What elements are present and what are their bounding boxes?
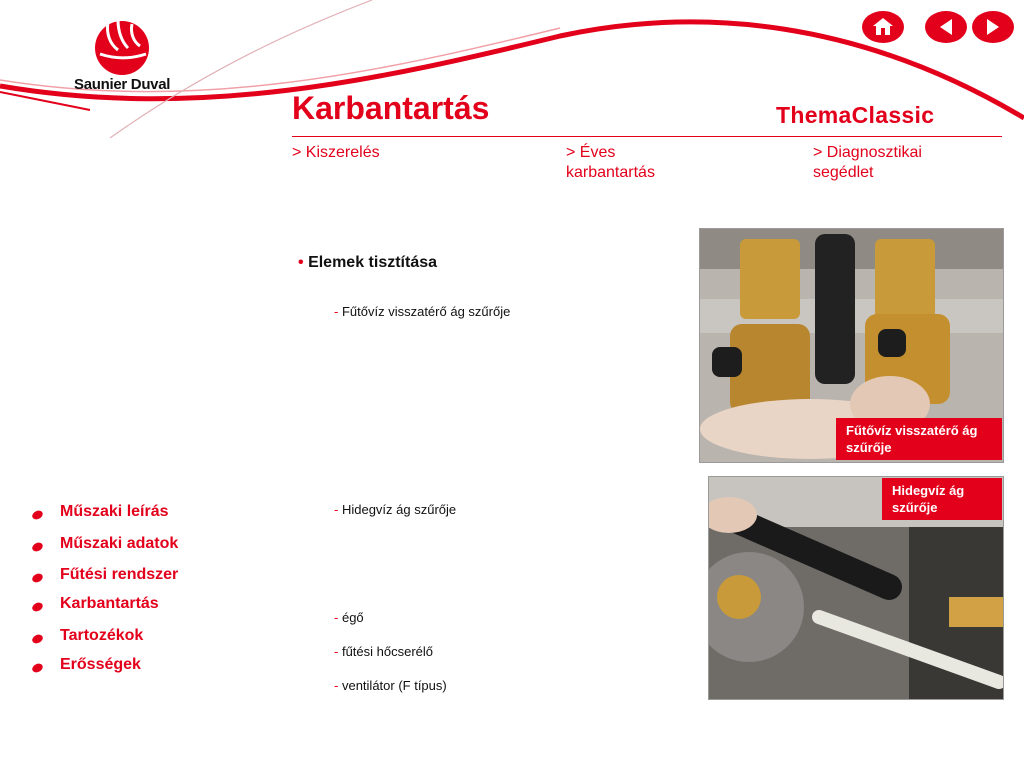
section-heading <box>298 254 437 272</box>
item-dash: - <box>334 502 339 517</box>
sidebar-item-label: Műszaki leírás <box>60 503 169 520</box>
item-text: Hidegvíz ág szűrője <box>341 502 457 517</box>
sidebar-item-label: Erősségek <box>60 656 141 673</box>
caption-line: Fűtővíz visszatérő ág <box>846 423 978 438</box>
sidebar-item-label: Tartozékok <box>60 627 144 644</box>
item-dash: - <box>334 678 339 693</box>
breadcrumb-line: > Kiszerelés <box>292 144 380 161</box>
photo-caption <box>882 478 1002 520</box>
item-dash: - <box>334 644 339 659</box>
item-text: égő <box>341 610 364 625</box>
item-text: ventilátor (F típus) <box>341 678 447 693</box>
sidebar-item-label: Műszaki adatok <box>60 535 179 552</box>
breadcrumb-line: > Éves <box>566 144 616 161</box>
item-text: fűtési hőcserélő <box>341 644 434 659</box>
photo-caption <box>836 418 1002 460</box>
sidebar-item-label: Fűtési rendszer <box>60 566 179 583</box>
list-item <box>334 678 447 693</box>
list-item <box>334 502 456 517</box>
breadcrumb-link-kiszereles[interactable] <box>292 143 380 163</box>
section-bullet: • <box>298 254 304 271</box>
section-title: Elemek tisztítása <box>308 254 438 271</box>
previous-button[interactable] <box>925 11 967 43</box>
arrow-left-icon <box>925 11 967 43</box>
home-icon <box>862 11 904 43</box>
sidebar-item-label: Karbantartás <box>60 595 159 612</box>
arrow-right-icon <box>972 11 1014 43</box>
list-item <box>334 644 433 659</box>
breadcrumb-link-eves-karbantartas[interactable] <box>566 143 655 183</box>
saunier-duval-logo-icon <box>88 14 158 76</box>
heating-return-filter-photo <box>699 228 1004 463</box>
item-dash: - <box>334 304 339 319</box>
next-button[interactable] <box>972 11 1014 43</box>
caption-line: szűrője <box>892 500 938 515</box>
page-title: Karbantartás <box>292 90 490 126</box>
breadcrumb-link-diagnosztikai-segedlet[interactable] <box>813 143 922 183</box>
brand-name: ThemaClassic <box>776 102 935 128</box>
list-item <box>334 610 364 625</box>
item-dash: - <box>334 610 339 625</box>
breadcrumb-line: karbantartás <box>566 164 655 181</box>
title-divider <box>292 136 1002 137</box>
home-button[interactable] <box>862 11 904 43</box>
caption-line: szűrője <box>846 440 892 455</box>
item-text: Fűtővíz visszatérő ág szűrője <box>341 304 511 319</box>
caption-line: Hidegvíz ág <box>892 483 965 498</box>
breadcrumb-line: > Diagnosztikai <box>813 144 922 161</box>
cold-water-filter-photo <box>708 476 1004 700</box>
company-logo-text: Saunier Duval <box>74 76 171 93</box>
list-item <box>334 304 510 319</box>
breadcrumb-line: segédlet <box>813 164 874 181</box>
